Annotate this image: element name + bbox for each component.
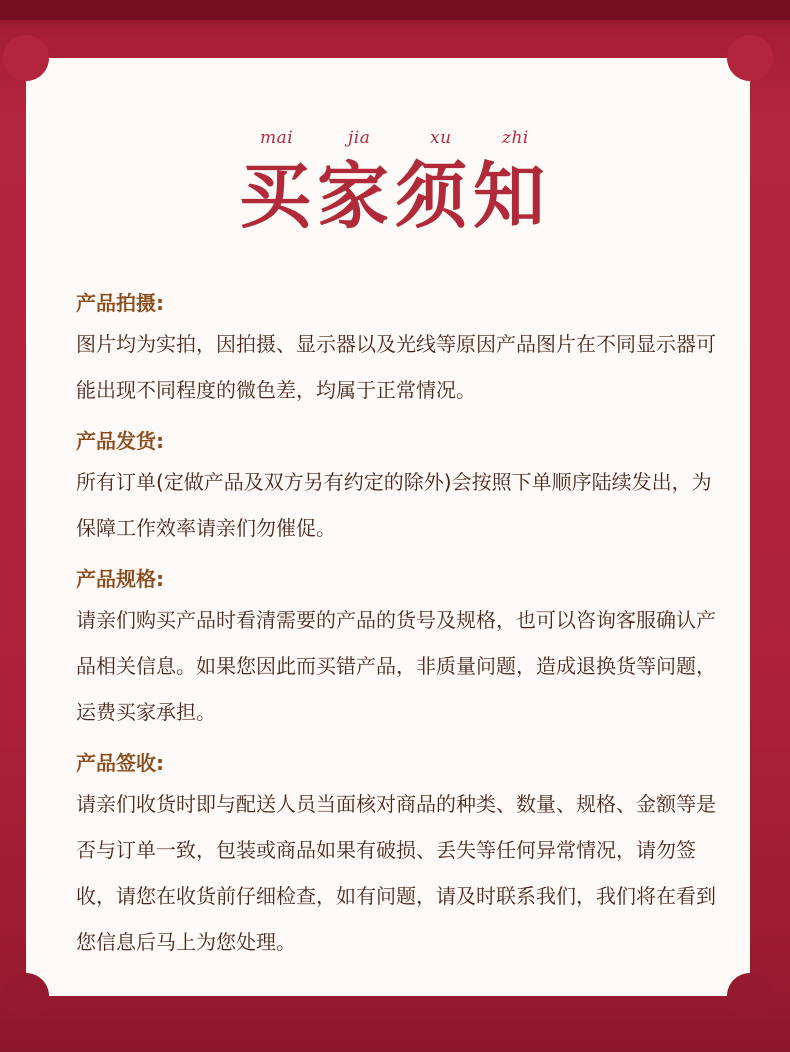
section-shipping <box>76 426 726 551</box>
section-body: 请亲们收货时即与配送人员当面核对商品的种类、数量、规格、金额等是否与订单一致，包装或商品如果有破损、丢失等任何异常情况，请勿签收，请您在收货前仔细检查，如有问题，请及时联系我们，我们将在看到您信息后马上为您处理。 <box>76 792 716 954</box>
section-body: 请亲们购买产品时看清需要的产品的货号及规格，也可以咨询客服确认产品相关信息。如果您因此而买错产品，非质量问题，造成退换货等问题，运费买家承担。 <box>76 608 716 724</box>
card-corner-notch <box>727 973 773 1019</box>
pinyin-mai: mai <box>260 128 294 148</box>
page-title: 买家须知 <box>238 153 551 238</box>
section-heading: 产品签收: <box>76 751 164 775</box>
section-receipt <box>76 748 726 965</box>
pinyin-xu: xu <box>430 128 452 148</box>
section-heading: 产品拍摄: <box>76 291 164 315</box>
section-body: 图片均为实拍，因拍摄、显示器以及光线等原因产品图片在不同显示器可能出现不同程度的微色差，均属于正常情况。 <box>76 332 716 402</box>
section-heading: 产品发货: <box>76 429 164 453</box>
card-corner-notch <box>3 35 49 81</box>
section-heading: 产品规格: <box>76 567 164 591</box>
pinyin-jia: jia <box>348 128 371 148</box>
section-body: 所有订单(定做产品及双方另有约定的除外)会按照下单顺序陆续发出，为保障工作效率请亲们勿催促。 <box>76 470 712 540</box>
top-border-strip <box>0 0 790 20</box>
section-specifications <box>76 564 726 735</box>
pinyin-zhi: zhi <box>502 128 529 148</box>
section-photography <box>76 288 726 413</box>
card-corner-notch <box>727 35 773 81</box>
card-corner-notch <box>3 973 49 1019</box>
